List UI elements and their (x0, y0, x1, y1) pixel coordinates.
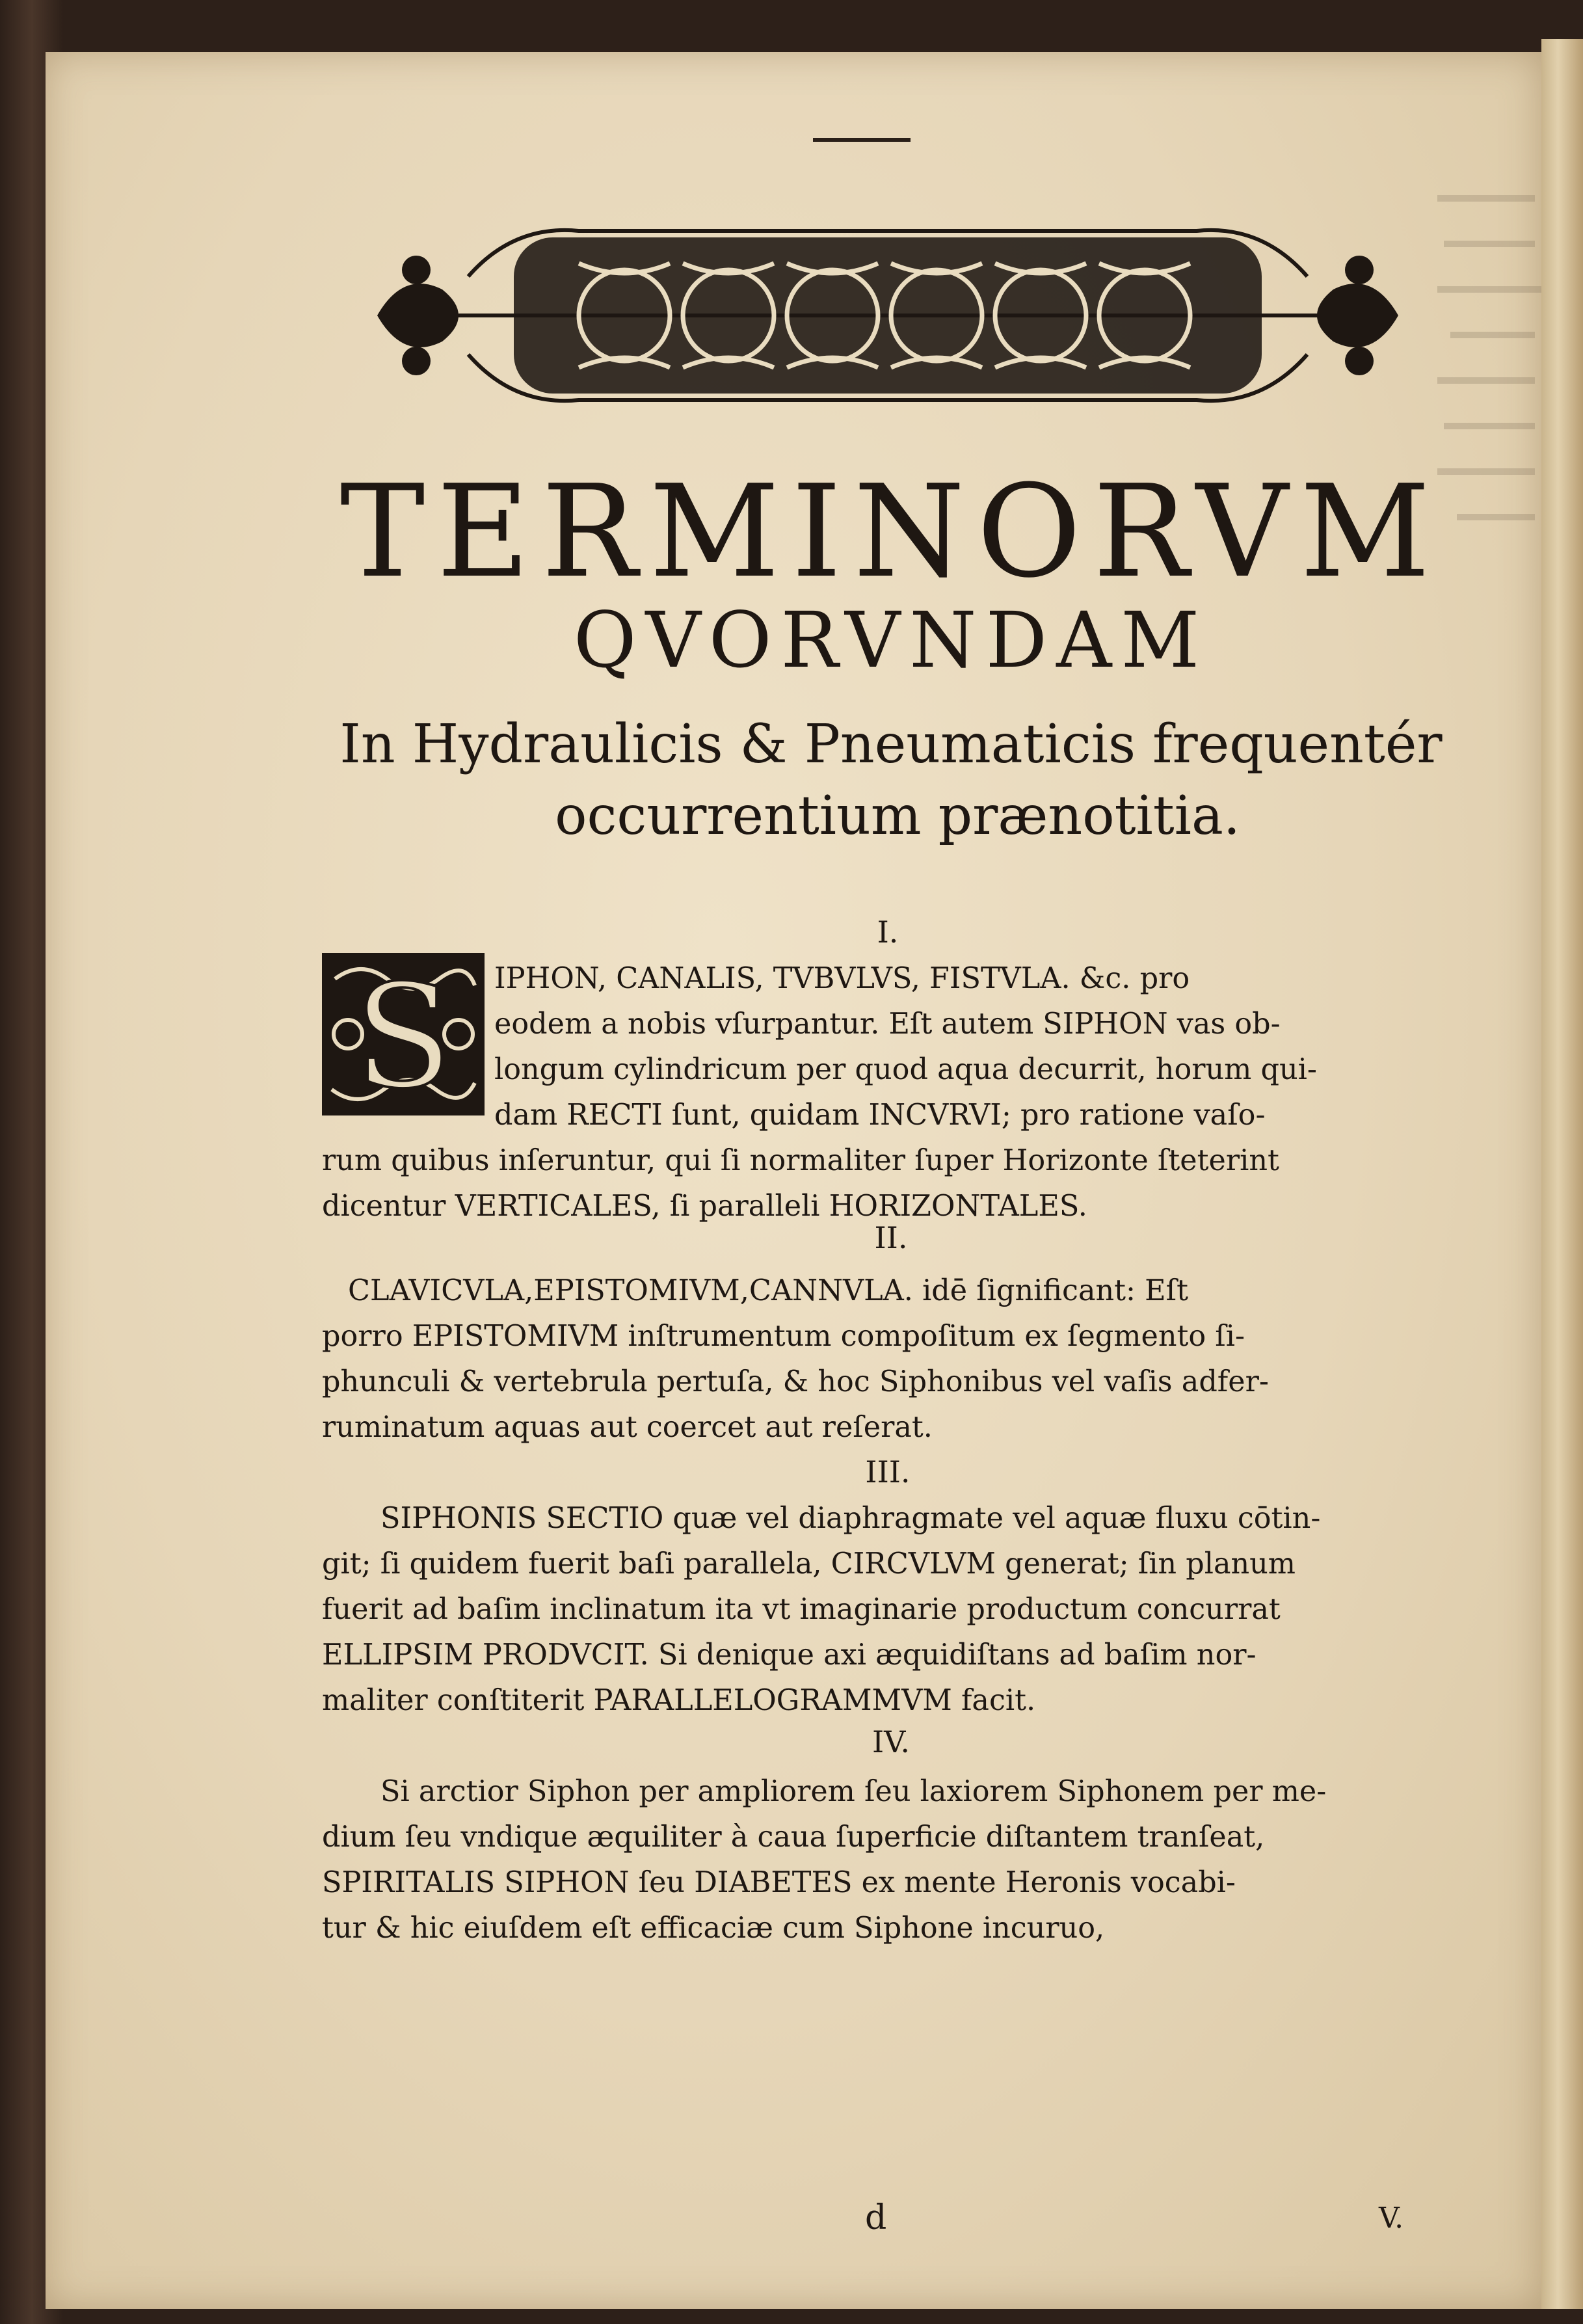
section-1-lines-full (322, 1138, 1454, 1229)
text-line: ruminatum aquas aut coercet aut reſerat. (322, 1411, 933, 1444)
text-line: dam RECTI ſunt, quidam INCVRVI; pro ratione vaſo- (494, 1099, 1266, 1132)
section-2-text (322, 1268, 1454, 1450)
text-line: longum cylindricum per quod aqua decurrit, horum qui- (494, 1053, 1317, 1086)
text-line: CLAVICVLA,EPISTOMIVM,CANNVLA. idē ſignificant: Eſt (348, 1274, 1188, 1307)
top-rule (813, 138, 911, 142)
text-line: phunculi & vertebrula pertuſa, & hoc Siphonibus vel vaſis adfer- (322, 1365, 1269, 1398)
catchword: V. (1379, 2202, 1404, 2235)
text-line: SIPHONIS SECTIO quæ vel diaphragmate vel aquæ fluxu cōtin- (380, 1502, 1321, 1535)
text-line: dium ſeu vndique æquiliter à caua ſuperficie diſtantem tranſeat, (322, 1821, 1265, 1854)
text-line: maliter conſtiterit PARALLELOGRAMMVM facit. (322, 1684, 1036, 1717)
text-line: ELLIPSIM PRODVCIT. Si denique axi æquidiſtans ad baſim nor- (322, 1638, 1257, 1672)
text-line: fuerit ad baſim inclinatum ita vt imaginarie productum concurrat (322, 1593, 1281, 1626)
text-line: tur & hic eiuſdem eſt efficaciæ cum Siphone incuruo, (322, 1912, 1105, 1945)
section-4-text (322, 1769, 1454, 1951)
section-numeral-3: III. (865, 1454, 911, 1489)
section-numeral-1: I. (877, 915, 899, 950)
signature-mark: d (865, 2198, 887, 2237)
section-3-text (322, 1496, 1454, 1724)
text-line: porro EPISTOMIVM inſtrumentum compoſitum ex ſegmento ſi- (322, 1320, 1245, 1353)
page-title: TERMINORVM (339, 458, 1443, 606)
text-line: rum quibus inſeruntur, qui ſi normaliter ſuper Horizonte ſteterint (322, 1144, 1279, 1177)
text-line: IPHON, CANALIS, TVBVLVS, FISTVLA. &c. pro (494, 962, 1190, 995)
text-line: Si arctior Siphon per ampliorem ſeu laxiorem Siphonem per me- (380, 1775, 1327, 1808)
text-line: SPIRITALIS SIPHON ſeu DIABETES ex mente Heronis vocabi- (322, 1866, 1236, 1899)
text-line: dicentur VERTICALES, ſi paralleli HORIZONTALES. (322, 1190, 1087, 1223)
text-line: git; ſi quidem fuerit baſi parallela, CIRCVLVM generat; ſin planum (322, 1547, 1296, 1581)
text-line: eodem a nobis vſurpantur. Eſt autem SIPHON vas ob- (494, 1008, 1281, 1041)
initial-letter: S (354, 954, 453, 1115)
section-1-lines-indented (494, 956, 1454, 1138)
section-numeral-2: II. (874, 1220, 908, 1255)
page-subtitle: QVORVNDAM (573, 595, 1209, 685)
section-numeral-4: IV. (872, 1724, 910, 1759)
headpiece-ornament (364, 185, 1411, 446)
title-line-3: In Hydraulicis & Pneumaticis frequentér (339, 714, 1443, 775)
title-line-4: occurrentium prænotitia. (555, 785, 1240, 847)
decorated-initial-s (322, 953, 485, 1115)
